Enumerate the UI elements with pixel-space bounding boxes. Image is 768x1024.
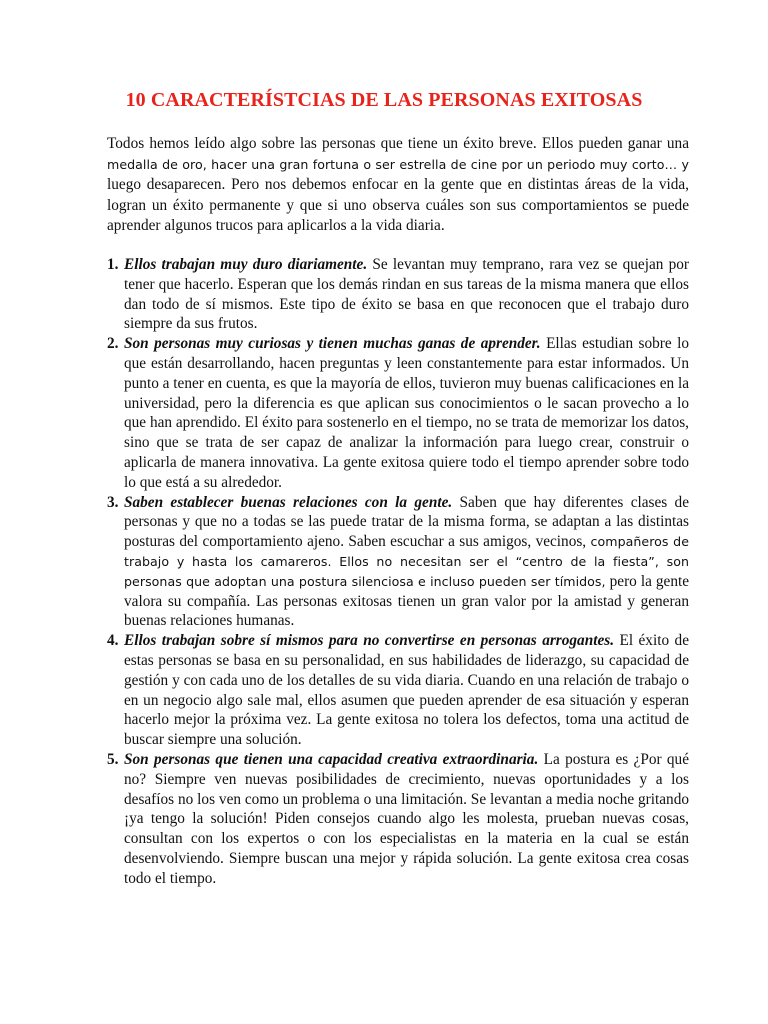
list-item-1 [107,255,689,334]
item-heading: Saben establecer buenas relaciones con la gente. [124,493,453,511]
item-text: Ellas estudian sobre lo que están desarrollando, hacen preguntas y leen constantemente para estar informados. Un punto a tener en cuenta, es que la mayoría de ellos, tuvieron muy buenas calificaciones en la universidad, pero la diferencia es que aplican sus conocimientos o le sacan provecho a lo que han aprendido. El éxito para sostenerlo en el tiempo, no se trata de memorizar los datos, sino que se trata de ser capaz de analizar la información para luego crear, construir o aplicarla de manera innovativa. La gente exitosa quiere todo el tiempo aprender sobre todo lo que está a su alrededor. [124,335,690,491]
item-number: 5. [107,750,119,768]
item-heading: Son personas que tienen una capacidad creativa extraordinaria. [124,750,539,768]
list-item-4 [107,631,689,750]
item-heading: Ellos trabajan sobre sí mismos para no convertirse en personas arrogantes. [124,632,615,650]
item-text-a: Saben que hay diferentes clases de personas y que no a todas se las puede tratar de la misma forma, se adaptan a las distintas posturas del comportamiento ajeno. Saben escuchar a sus amigos, vecinos, [124,493,689,551]
item-number: 4. [107,632,119,650]
item-text: Se levantan muy temprano, rara vez se quejan por tener que hacerlo. Esperan que los demás rindan en sus tareas de la misma manera que ellos dan todo de sí mismos. Este tipo de éxito se basa en que reconocen que el trabajo duro siempre da sus frutos. [124,256,689,333]
item-number: 1. [107,256,119,273]
intro-text-2: medalla de oro, hacer una gran fortuna o ser estrella de cine por un periodo muy corto… y [107,156,689,172]
intro-paragraph [107,134,689,237]
list-item-5 [107,750,689,889]
item-text: La postura es ¿Por qué no? Siempre ven nuevas posibilidades de crecimiento, nuevas oportunidades y a los desafíos no los ven como un problema o una limitación. Se levantan a media noche gritando ¡ya tengo la solución! Piden consejos cuando algo les molesta, prueban nuevas cosas, consultan con los expertos o con los especialistas en la materia en la cual se están desenvolviendo. Siempre buscan una mejor y rápida solución. La gente exitosa crea cosas todo el tiempo. [124,750,689,887]
list-item-3 [107,493,689,632]
item-number: 3. [107,493,119,511]
item-text-c: pero la gente valora su compañía. Las personas exitosas tienen un gran valor por la amistad y generan buenas relaciones humanas. [124,572,690,630]
item-number: 2. [107,335,119,353]
characteristics-list [107,255,689,889]
list-item-2 [107,334,689,492]
item-text-b: compañeros de trabajo y hasta los camareros. Ellos no necesitan ser el “centro de la fiesta”, son personas que adoptan una postura silenciosa e incluso pueden ser tímidos, [124,534,689,589]
intro-text-1: Todos hemos leído algo sobre las personas que tiene un éxito breve. Ellos pueden ganar una [107,135,689,152]
item-heading: Ellos trabajan muy duro diariamente. [124,256,368,273]
item-heading: Son personas muy curiosas y tienen muchas ganas de aprender. [124,335,541,353]
intro-text-3: luego desaparecen. Pero nos debemos enfocar en la gente que en distintas áreas de la vida, logran un éxito permanente y que si uno observa cuáles son sus comportamientos se puede aprender algunos trucos para aplicarlos a la vida diaria. [107,176,689,235]
document-title: 10 CARACTERÍSTCIAS DE LAS PERSONAS EXITOSAS [125,89,643,111]
item-text: El éxito de estas personas se basa en su personalidad, en sus habilidades de liderazgo, su capacidad de gestión y con cada uno de los detalles de su vida diaria. Cuando en una relación de trabajo o en un negocio algo sale mal, ellos asumen que pueden aprender de esa situación y esperan hacerlo mejor la próxima vez. La gente exitosa no tolera los defectos, toma una actitud de buscar siempre una solución. [124,632,689,749]
